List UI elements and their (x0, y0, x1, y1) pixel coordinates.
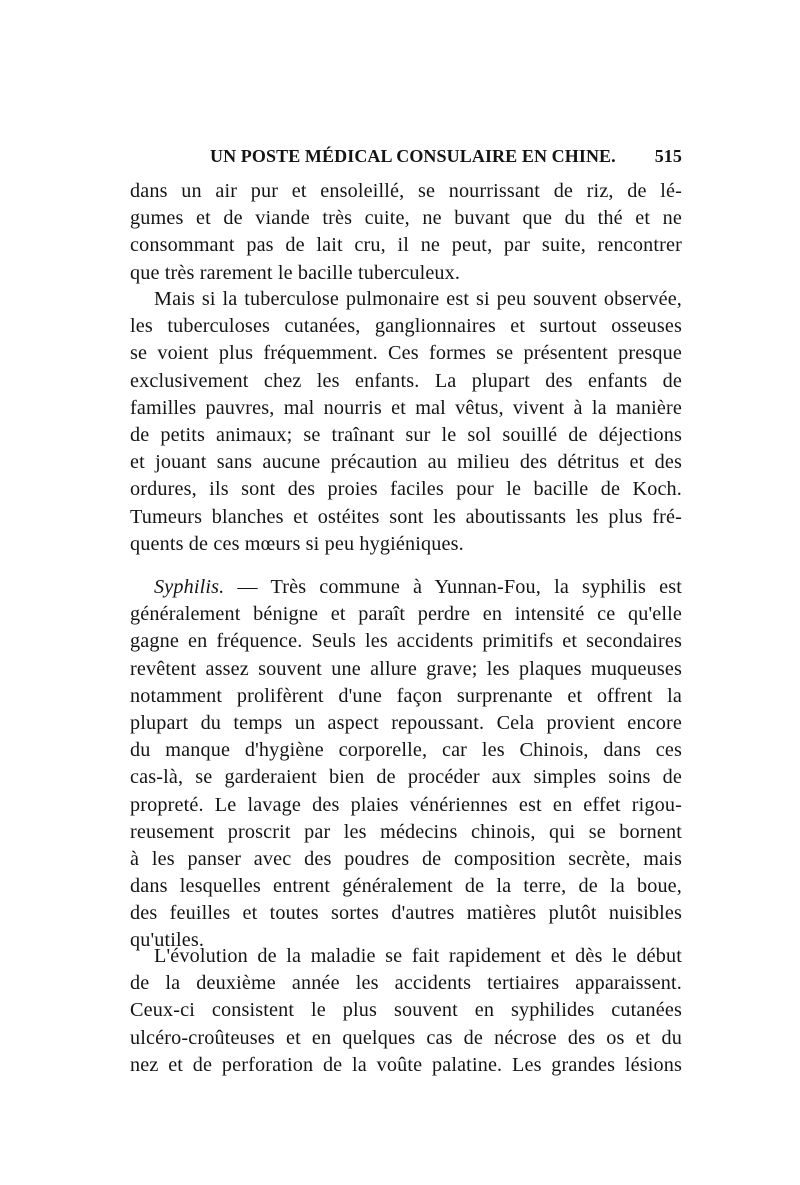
text-line-rest: — Très commune à Yunnan-Fou, la syphilis est (224, 576, 682, 598)
text-line: familles pauvres, mal nourris et mal vêtus, vivent à la manière (130, 396, 682, 419)
text-line: ordures, ils sont des proies faciles pour le bacille de Koch. (130, 478, 682, 501)
running-head-title: UN POSTE MÉDICAL CONSULAIRE EN CHINE. (210, 146, 616, 166)
text-line: exclusivement chez les enfants. La plupart des enfants de (130, 369, 682, 392)
text-line: qu'utiles. (130, 929, 205, 952)
text-line: gagne en fréquence. Seuls les accidents primitifs et secondaires (130, 630, 682, 653)
page-number: 515 (654, 146, 682, 166)
text-line: consommant pas de lait cru, il ne peut, par suite, rencontrer (130, 234, 682, 257)
text-line: ulcéro-croûteuses et en quelques cas de nécrose des os et du (130, 1026, 682, 1049)
text-line: dans lesquelles entrent généralement de la terre, de la boue, (130, 875, 682, 898)
text-line: notamment prolifèrent d'une façon surprenante et offrent la (130, 684, 682, 707)
text-line: Mais si la tuberculose pulmonaire est si peu souvent observée, (154, 288, 682, 310)
paragraph-tuberculosis-intro (130, 178, 682, 287)
text-line (130, 574, 682, 601)
text-line: de petits animaux; se traînant sur le sol souillé de déjections (130, 423, 682, 446)
text-line: Ceux-ci consistent le plus souvent en syphilides cutanées (130, 999, 682, 1022)
text-line: nez et de perforation de la voûte palatine. Les grandes lésions (130, 1053, 682, 1076)
text-line: Tumeurs blanches et ostéites sont les aboutissants les plus fré- (130, 505, 682, 528)
running-head (210, 146, 682, 170)
text-line: les tuberculoses cutanées, ganglionnaires et surtout osseuses (130, 315, 682, 338)
text-line: plupart du temps un aspect repoussant. Cela provient encore (130, 711, 682, 734)
text-line: du manque d'hygiène corporelle, car les Chinois, dans ces (130, 739, 682, 762)
paragraph-syphilis (130, 574, 682, 955)
section-term: Syphilis. (154, 576, 225, 598)
paragraph-syphilis-evolution (130, 943, 682, 1079)
text-line: quents de ces mœurs si peu hygiéniques. (130, 532, 464, 555)
text-line: propreté. Le lavage des plaies vénériennes est en effet rigou- (130, 793, 682, 816)
text-line: dans un air pur et ensoleillé, se nourrissant de riz, de lé- (130, 180, 682, 202)
text-line: à les panser avec des poudres de composition secrète, mais (130, 847, 682, 870)
text-line: se voient plus fréquemment. Ces formes se présentent presque (130, 342, 682, 365)
paragraph-tuberculosis-forms (130, 286, 682, 558)
text-line: revêtent assez souvent une allure grave; les plaques muqueuses (130, 657, 682, 680)
text-line: reusement proscrit par les médecins chinois, qui se bornent (130, 820, 682, 843)
text-line: de la deuxième année les accidents tertiaires apparaissent. (130, 972, 682, 995)
text-line: que très rarement le bacille tuberculeux. (130, 261, 461, 284)
text-line: gumes et de viande très cuite, ne buvant que du thé et ne (130, 207, 682, 230)
text-line: et jouant sans aucune précaution au milieu des détritus et des (130, 451, 682, 474)
text-line: des feuilles et toutes sortes d'autres matières plutôt nuisibles (130, 902, 682, 925)
text-line: généralement bénigne et paraît perdre en intensité ce qu'elle (130, 603, 682, 626)
text-line: cas-là, se garderaient bien de procéder aux simples soins de (130, 766, 682, 789)
text-line: L'évolution de la maladie se fait rapidement et dès le début (154, 945, 682, 967)
